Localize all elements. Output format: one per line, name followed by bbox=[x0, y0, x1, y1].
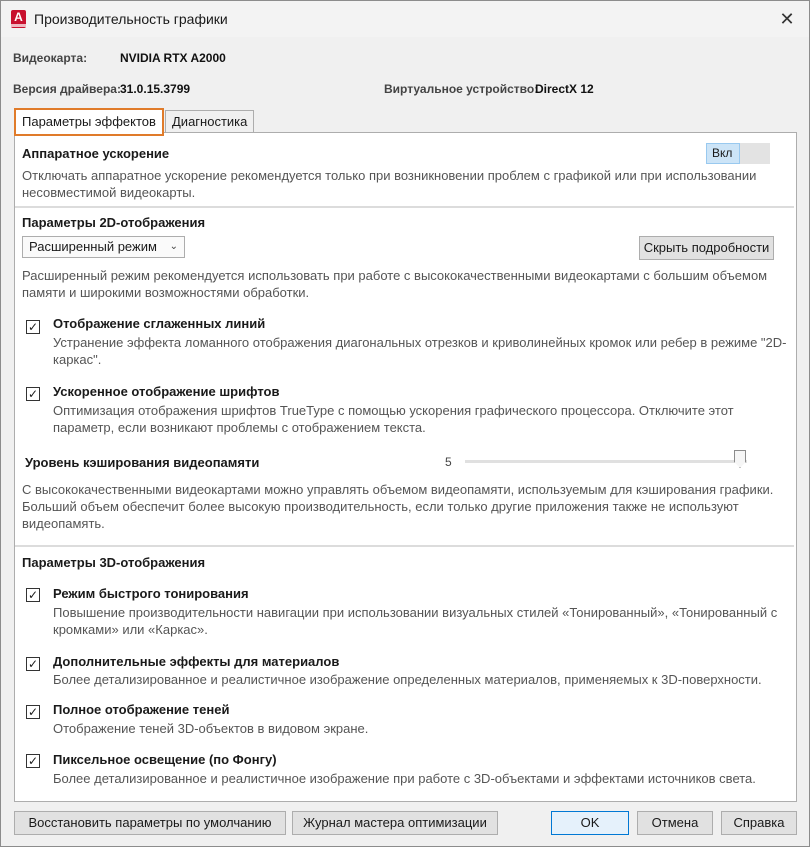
check-icon: ✓ bbox=[27, 387, 39, 401]
hardware-title: Аппаратное ускорение bbox=[22, 146, 170, 161]
optimization-log-button[interactable]: Журнал мастера оптимизации bbox=[292, 811, 498, 835]
check-icon: ✓ bbox=[27, 705, 39, 719]
check-icon: ✓ bbox=[27, 320, 39, 334]
hardware-toggle[interactable] bbox=[706, 143, 770, 164]
divider bbox=[15, 545, 794, 547]
full-shadows-desc: Отображение теней 3D-объектов в видовом экране. bbox=[53, 721, 369, 736]
device-value: DirectX 12 bbox=[535, 82, 594, 96]
window-title: Производительность графики bbox=[34, 11, 228, 27]
material-effects-desc: Более детализированное и реалистичное изображение определенных материалов, применяемых к 3D-поверхности. bbox=[53, 672, 762, 687]
display2d-title: Параметры 2D-отображения bbox=[22, 215, 206, 230]
phong-lighting-title: Пиксельное освещение (по Фонгу) bbox=[53, 752, 277, 767]
display3d-title: Параметры 3D-отображения bbox=[22, 555, 206, 570]
gpu-label: Видеокарта: bbox=[13, 51, 88, 65]
full-shadows-title: Полное отображение теней bbox=[53, 702, 230, 717]
check-icon: ✓ bbox=[27, 588, 39, 602]
smooth-lines-title: Отображение сглаженных линий bbox=[53, 316, 266, 331]
fast-shading-checkbox[interactable] bbox=[26, 588, 40, 602]
material-effects-checkbox[interactable] bbox=[26, 657, 40, 671]
chevron-down-icon: ⌄ bbox=[169, 241, 178, 252]
hide-details-button[interactable]: Скрыть подробности bbox=[639, 236, 774, 260]
display2d-desc: Расширенный режим рекомендуется использовать при работе с высококачественными видеокартами с большим объемом памяти и широкими возможностями обработки. bbox=[22, 268, 768, 300]
help-button[interactable]: Справка bbox=[721, 811, 797, 835]
material-effects-title: Дополнительные эффекты для материалов bbox=[53, 654, 340, 669]
smooth-lines-checkbox[interactable] bbox=[26, 320, 40, 334]
device-label: Виртуальное устройство: bbox=[384, 82, 539, 96]
fast-fonts-checkbox[interactable] bbox=[26, 387, 40, 401]
effects-panel bbox=[14, 132, 797, 802]
title-bar bbox=[1, 1, 809, 37]
fast-shading-desc: Повышение производительности навигации при использовании визуальных стилей «Тонированный», «Тонированный с кромками» или «Каркас». bbox=[53, 605, 778, 637]
cache-slider-track[interactable] bbox=[465, 460, 747, 463]
smooth-lines-desc: Устранение эффекта ломанного отображения диагональных отрезков и криволинейных кромок или ребер в режиме "2D-каркас". bbox=[53, 335, 787, 367]
check-icon: ✓ bbox=[27, 657, 39, 671]
display2d-mode-select[interactable] bbox=[22, 236, 185, 258]
cache-value: 5 bbox=[445, 455, 452, 469]
fast-fonts-title: Ускоренное отображение шрифтов bbox=[53, 384, 280, 399]
divider bbox=[15, 206, 794, 208]
hardware-desc: Отключать аппаратное ускорение рекомендуется только при возникновении проблем с графикой или при использовании несовместимой видеокарты. bbox=[22, 168, 757, 200]
full-shadows-checkbox[interactable] bbox=[26, 705, 40, 719]
phong-lighting-desc: Более детализированное и реалистичное изображение при работе с 3D-объектами и эффектами источников света. bbox=[53, 771, 756, 786]
close-icon[interactable]: ✕ bbox=[779, 9, 795, 29]
cache-slider-thumb[interactable] bbox=[734, 450, 746, 468]
tab-diagnostics[interactable]: Диагностика bbox=[165, 110, 254, 133]
cancel-button[interactable]: Отмена bbox=[637, 811, 713, 835]
gpu-value: NVIDIA RTX A2000 bbox=[120, 51, 226, 65]
driver-label: Версия драйвера: bbox=[13, 82, 121, 96]
fast-shading-title: Режим быстрого тонирования bbox=[53, 586, 249, 601]
toggle-on-label: Вкл bbox=[706, 143, 740, 164]
check-icon: ✓ bbox=[27, 754, 39, 768]
restore-defaults-button[interactable]: Восстановить параметры по умолчанию bbox=[14, 811, 286, 835]
tab-effects[interactable]: Параметры эффектов bbox=[14, 108, 164, 136]
phong-lighting-checkbox[interactable] bbox=[26, 754, 40, 768]
cache-desc: С высококачественными видеокартами можно управлять объемом видеопамяти, используемым для кэширования графики. Больший объем обеспечит более высокую производительность, если только другие приложения также не используют видеопамять. bbox=[22, 482, 774, 531]
display2d-mode-value: Расширенный режим bbox=[29, 239, 157, 254]
ok-button[interactable]: OK bbox=[551, 811, 629, 835]
app-icon: A bbox=[11, 10, 26, 28]
driver-value: 31.0.15.3799 bbox=[120, 82, 191, 96]
cache-title: Уровень кэширования видеопамяти bbox=[25, 455, 260, 470]
fast-fonts-desc: Оптимизация отображения шрифтов TrueType с помощью ускорения графического процессора. Отключите этот параметр, если возникают проблемы с отображением текста. bbox=[53, 403, 734, 435]
